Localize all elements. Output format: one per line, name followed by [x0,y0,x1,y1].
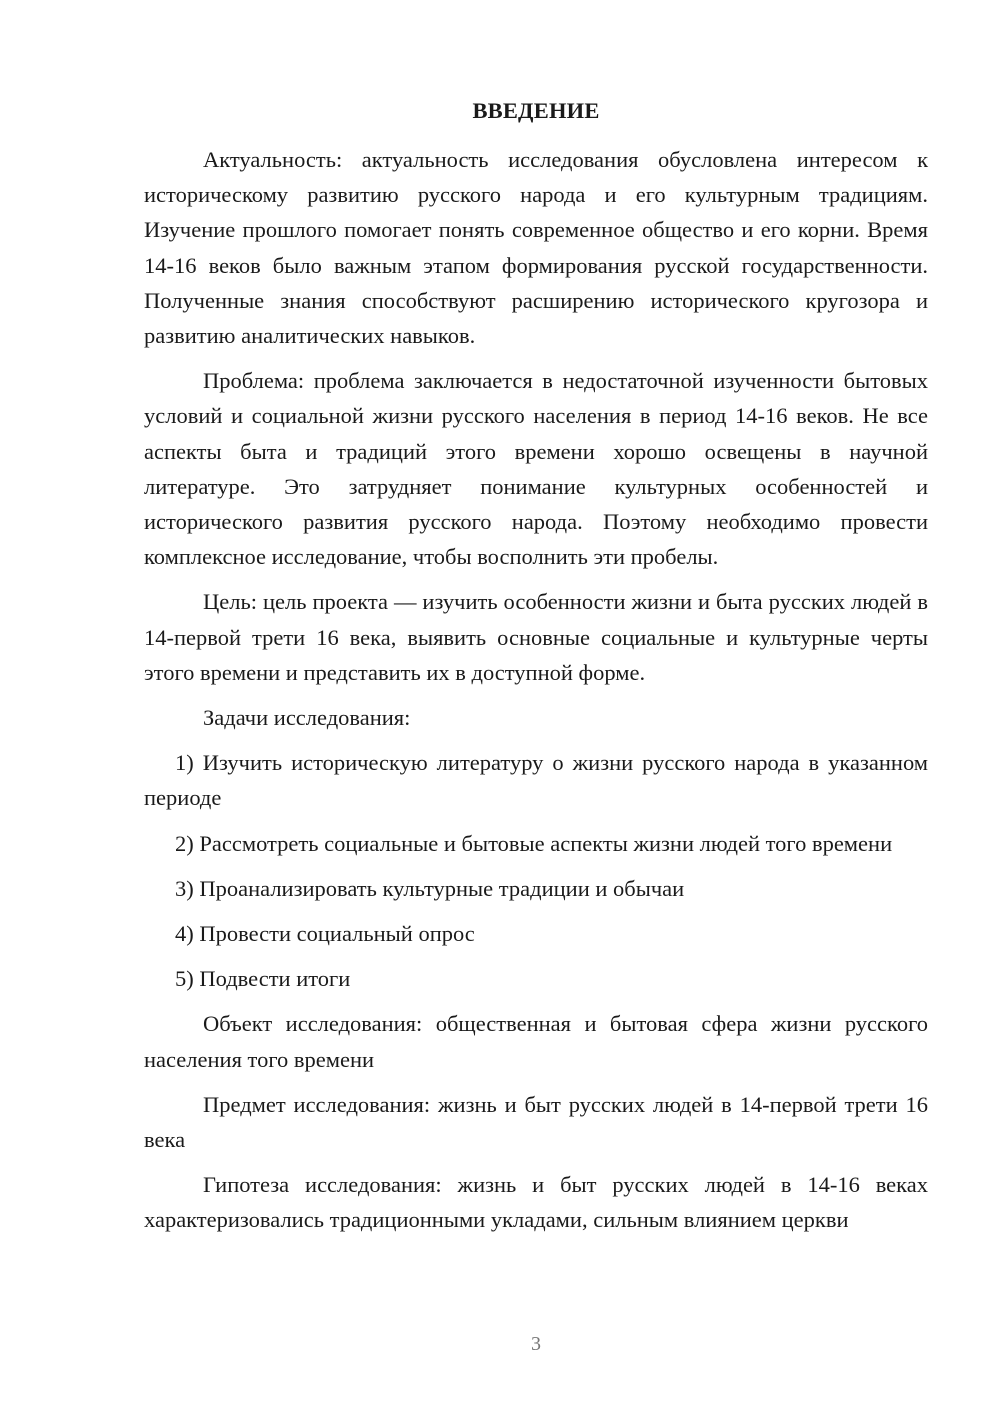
tasks-heading: Задачи исследования: [203,705,411,731]
task-item-5: 5) Подвести итоги [175,966,351,992]
hypothesis-paragraph: Гипотеза исследования: жизнь и быт русских людей в 14-16 веках характеризовались традиционными укладами, сильным влиянием церкви [144,1172,928,1233]
object-paragraph: Объект исследования: общественная и бытовая сфера жизни русского населения того времени [144,1011,928,1072]
task-item-2: 2) Рассмотреть социальные и бытовые аспекты жизни людей того времени [175,830,893,856]
subject-paragraph: Предмет исследования: жизнь и быт русских людей в 14-первой трети 16 века [144,1091,928,1153]
relevance-paragraph: Актуальность: актуальность исследования обусловлена интересом к историческому развитию русского народа и его культурным традициям. Изучение прошлого помогает понять современное общество и его корни. Время 14-16 веков было важным этапом формирования русской государственности. Полученные знания способствуют расширению исторического кругозора и развитию аналитических навыков. [144,147,928,349]
page-number: 3 [531,1333,541,1355]
task-item-4: 4) Провести социальный опрос [175,921,475,947]
task-list [144,745,928,996]
goal-paragraph: Цель: цель проекта — изучить особенности жизни и быта русских людей в 14-первой трети 16 века, выявить основные социальные и культурные черты этого времени и представить их в доступной форме. [144,589,928,685]
task-item-1: 1) Изучить историческую литературу о жизни русского народа в указанном периоде [144,750,928,811]
task-item-3: 3) Проанализировать культурные традиции и обычаи [175,875,685,901]
section-title: ВВЕДЕНИЕ [472,98,600,123]
problem-paragraph: Проблема: проблема заключается в недостаточной изученности бытовых условий и социальной жизни русского населения в период 14-16 веков. Не все аспекты быта и традиций этого времени хорошо освещены в научной литературе. Это затрудняет понимание культурных особенностей и исторического развития русского народа. Поэтому необходимо провести комплексное исследование, чтобы восполнить эти пробелы. [144,368,928,570]
document-body [144,142,928,1248]
